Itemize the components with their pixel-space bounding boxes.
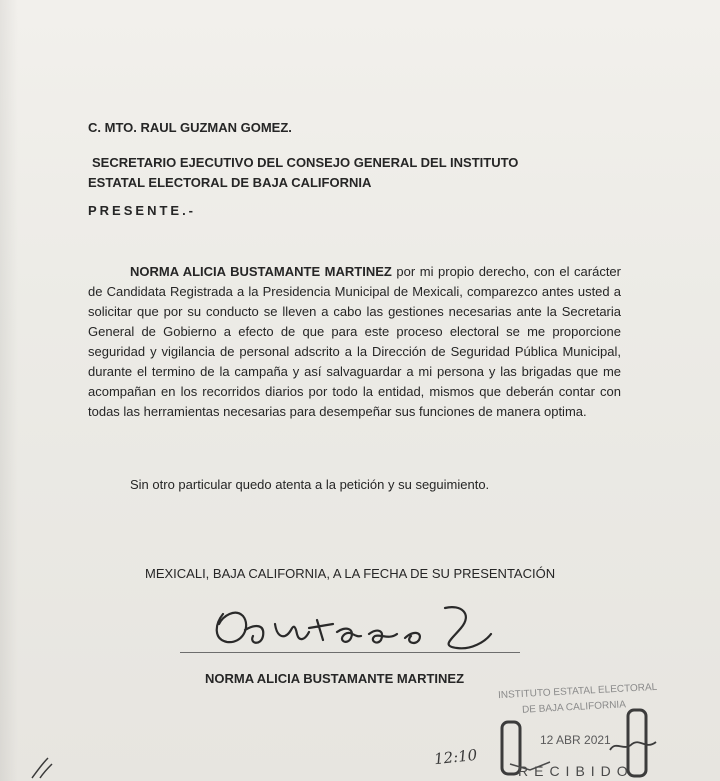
stamp-date: 12 ABR 2021 bbox=[540, 733, 611, 747]
body-paragraph bbox=[88, 262, 621, 422]
page-edge-shadow bbox=[0, 0, 18, 781]
pen-mark bbox=[28, 752, 68, 781]
body-name: NORMA ALICIA BUSTAMANTE MARTINEZ bbox=[130, 264, 392, 279]
stamp-institute-line-2: DE BAJA CALIFORNIA bbox=[521, 699, 627, 716]
position-line-2: ESTATAL ELECTORAL DE BAJA CALIFORNIA bbox=[88, 175, 372, 190]
signer-name: NORMA ALICIA BUSTAMANTE MARTINEZ bbox=[205, 671, 465, 686]
stamp-received: RECIBIDO bbox=[518, 763, 634, 779]
signature bbox=[205, 594, 515, 664]
stamp-institute-line-1: INSTITUTO ESTATAL ELECTORAL bbox=[497, 681, 658, 702]
salutation: PRESENTE.- bbox=[88, 203, 197, 218]
closing-line: Sin otro particular quedo atenta a la petición y su seguimiento. bbox=[130, 477, 490, 492]
handwritten-time: 12:10 bbox=[433, 745, 479, 769]
place-date: MEXICALI, BAJA CALIFORNIA, A LA FECHA DE SU PRESENTACIÓN bbox=[145, 566, 556, 581]
body-text: por mi propio derecho, con el carácter de Candidata Registrada a la Presidencia Municipal de Mexicali, comparezco antes usted a solicitar que por su conducto se lleven a cabo las gestiones necesarias ante la Secretaria General de Gobierno a efecto de que para este proceso electoral se me proporcione seguridad y vigilancia de personal adscrito a la Dirección de Seguridad Pública Municipal, durante el termino de la campaña y así salvaguardar a mi persona y las brigadas que me acompañan en los recorridos diarios por todo la entidad, mismos que deberán contar con todas las herramientas necesarias para desempeñar sus funciones de manera optima. bbox=[88, 264, 621, 419]
addressee: C. MTO. RAUL GUZMAN GOMEZ. bbox=[88, 120, 292, 135]
signature-line bbox=[180, 652, 520, 653]
position-line-1: SECRETARIO EJECUTIVO DEL CONSEJO GENERAL DEL INSTITUTO bbox=[92, 155, 519, 170]
